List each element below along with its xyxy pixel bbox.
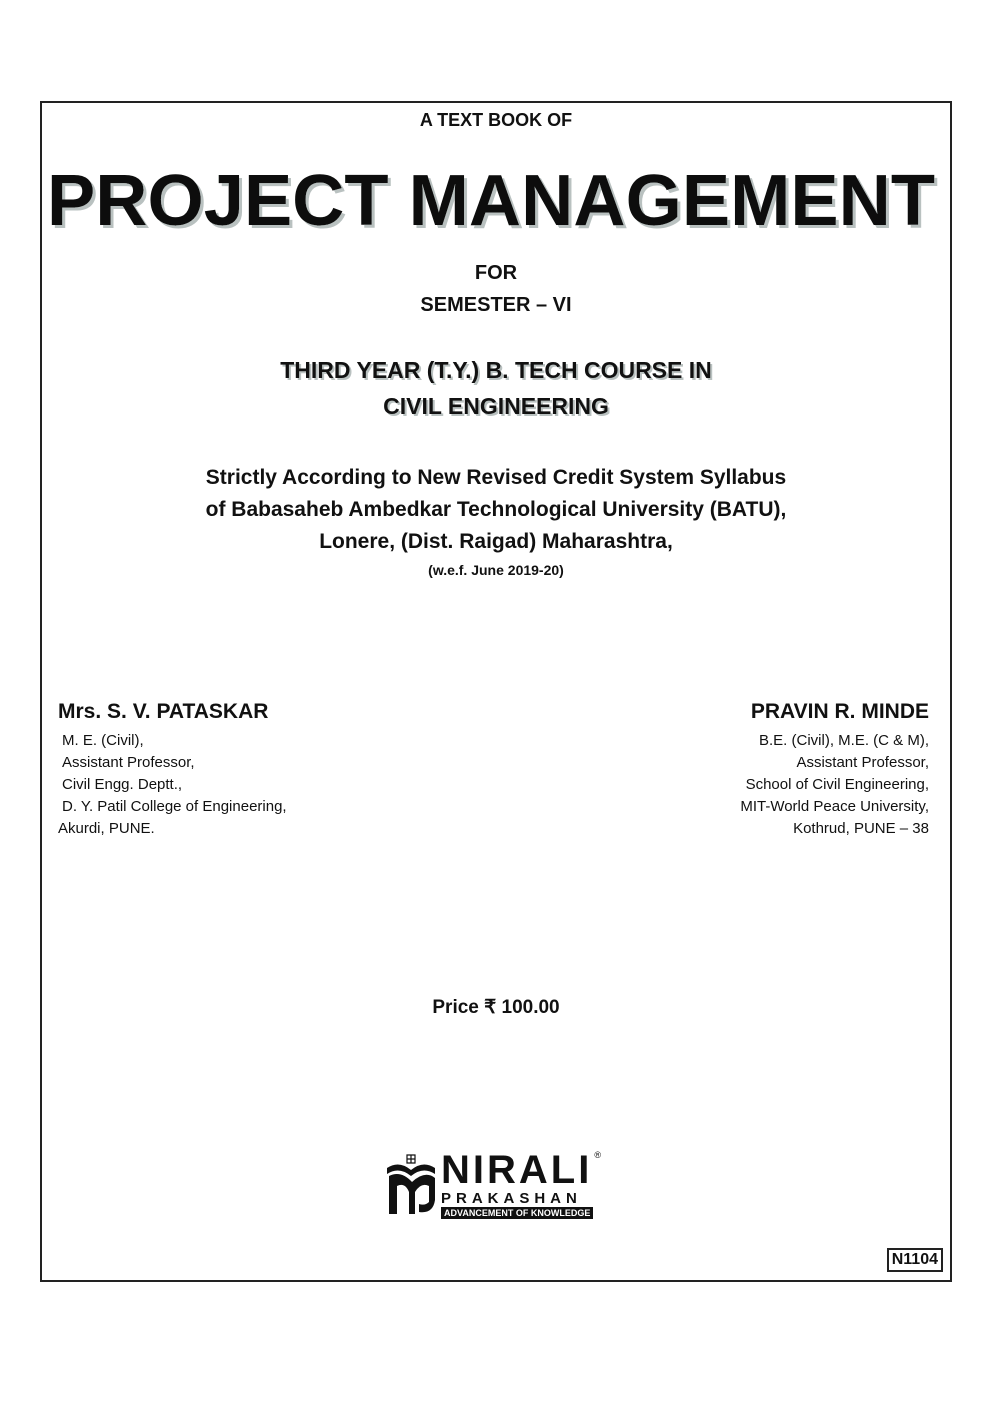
author-1	[58, 700, 287, 840]
publisher-logo	[383, 1150, 623, 1222]
effective-date: (w.e.f. June 2019-20)	[428, 562, 564, 578]
syllabus-line-2: of Babasaheb Ambedkar Technological University (BATU),	[205, 498, 787, 521]
book-title	[46, 160, 946, 240]
author-2	[740, 700, 929, 840]
semester: SEMESTER – VI	[420, 294, 572, 316]
registered-mark-icon: ®	[594, 1150, 601, 1160]
syllabus-line-1: Strictly According to New Revised Credit System Syllabus	[205, 466, 787, 489]
author-line: M. E. (Civil),	[62, 732, 144, 749]
author-line: School of Civil Engineering,	[745, 776, 929, 793]
publisher-tagline: ADVANCEMENT OF KNOWLEDGE	[441, 1207, 593, 1219]
author-line: D. Y. Patil College of Engineering,	[62, 798, 287, 815]
author-line: MIT-World Peace University,	[740, 798, 929, 815]
publisher-name: NIRALI	[441, 1148, 593, 1192]
author-line: B.E. (Civil), M.E. (C & M),	[759, 732, 929, 749]
syllabus-line-3: Lonere, (Dist. Raigad) Maharashtra,	[319, 530, 673, 553]
author-line: Akurdi, PUNE.	[58, 820, 155, 837]
author-name: Mrs. S. V. PATASKAR	[58, 700, 269, 723]
publisher-wordmark	[441, 1150, 601, 1219]
author-line: Assistant Professor,	[796, 754, 929, 771]
for-label: FOR	[474, 262, 518, 284]
author-line: Civil Engg. Deptt.,	[62, 776, 183, 793]
kicker: A TEXT BOOK OF	[419, 110, 573, 130]
publisher-sub: PRAKASHAN	[441, 1190, 582, 1207]
course-line-2: CIVIL ENGINEERING	[383, 393, 609, 419]
author-line: Kothrud, PUNE – 38	[793, 820, 929, 837]
author-name: PRAVIN R. MINDE	[750, 700, 929, 723]
book-emblem-icon	[383, 1152, 439, 1218]
book-code: N1104	[887, 1248, 943, 1272]
publisher-name-row	[441, 1150, 601, 1190]
course-line-1: THIRD YEAR (T.Y.) B. TECH COURSE IN	[280, 357, 712, 383]
price: Price ₹ 100.00	[432, 997, 560, 1018]
author-line: Assistant Professor,	[62, 754, 195, 771]
title-text: PROJECT MANAGEMENT	[47, 161, 936, 241]
